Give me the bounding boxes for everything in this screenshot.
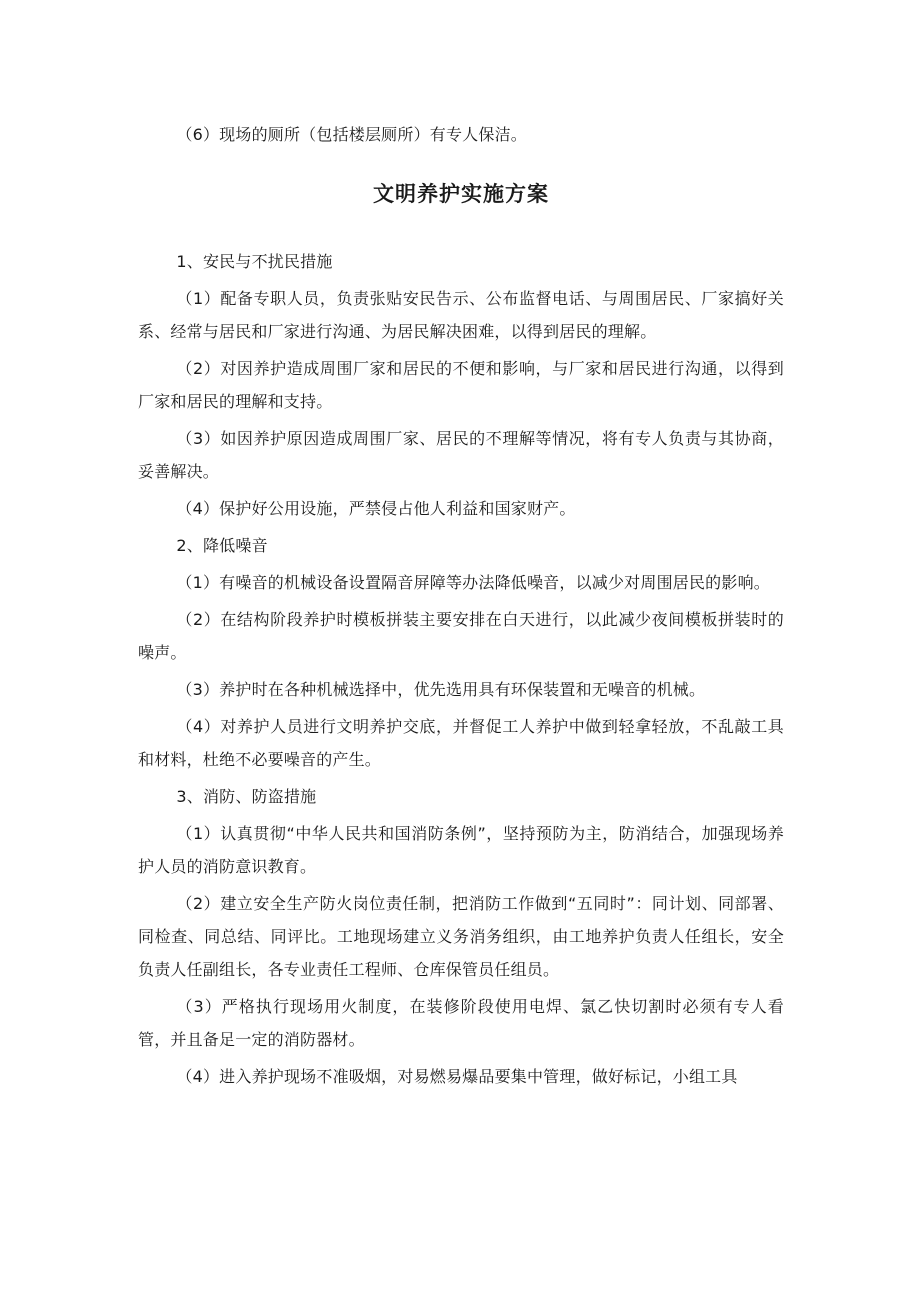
section-heading-2: 2、降低噪音: [176, 536, 268, 555]
section-2-item-2: （2）在结构阶段养护时模板拼装主要安排在白天进行，以此减少夜间模板拼装时的噪声。: [138, 610, 784, 662]
section-3-item-2: （2）建立安全生产防火岗位责任制，把消防工作做到“五同时”：同计划、同部署、同检查、同总结、同评比。工地现场建立义务消务组织，由工地养护负责人任组长，安全负责人任副组长，各专业责任工程师、仓库保管员任组员。: [138, 894, 784, 979]
intro-item: （6）现场的厕所（包括楼层厕所）有专人保洁。: [176, 125, 527, 144]
section-1-item-2: （2）对因养护造成周围厂家和居民的不便和影响，与厂家和居民进行沟通，以得到厂家和居民的理解和支持。: [138, 359, 784, 411]
document-title: 文明养护实施方案: [373, 182, 549, 206]
section-2-item-1: （1）有噪音的机械设备设置隔音屏障等办法降低噪音，以减少对周围居民的影响。: [176, 573, 770, 592]
section-heading-1: 1、安民与不扰民措施: [176, 252, 333, 271]
section-1-item-1: （1）配备专职人员，负责张贴安民告示、公布监督电话、与周围居民、厂家搞好关系、经常与居民和厂家进行沟通、为居民解决困难，以得到居民的理解。: [138, 289, 784, 341]
section-2-item-4: （4）对养护人员进行文明养护交底，并督促工人养护中做到轻拿轻放，不乱敲工具和材料，杜绝不必要噪音的产生。: [138, 717, 784, 769]
section-3-item-1: （1）认真贯彻“中华人民共和国消防条例”，坚持预防为主，防消结合，加强现场养护人员的消防意识教育。: [138, 824, 784, 876]
section-heading-3: 3、消防、防盗措施: [176, 787, 317, 806]
section-1-item-3: （3）如因养护原因造成周围厂家、居民的不理解等情况，将有专人负责与其协商，妥善解决。: [138, 429, 784, 481]
section-1-item-4: （4）保护好公用设施，严禁侵占他人利益和国家财产。: [176, 499, 576, 518]
section-3-item-3: （3）严格执行现场用火制度，在装修阶段使用电焊、氯乙快切割时必须有专人看管，并且备足一定的消防器材。: [138, 997, 784, 1049]
document-body: [138, 118, 784, 1097]
section-3-item-4: （4）进入养护现场不准吸烟，对易燃易爆品要集中管理，做好标记，小组工具: [176, 1067, 738, 1086]
section-2-item-3: （3）养护时在各种机械选择中，优先选用具有环保装置和无噪音的机械。: [176, 680, 706, 699]
